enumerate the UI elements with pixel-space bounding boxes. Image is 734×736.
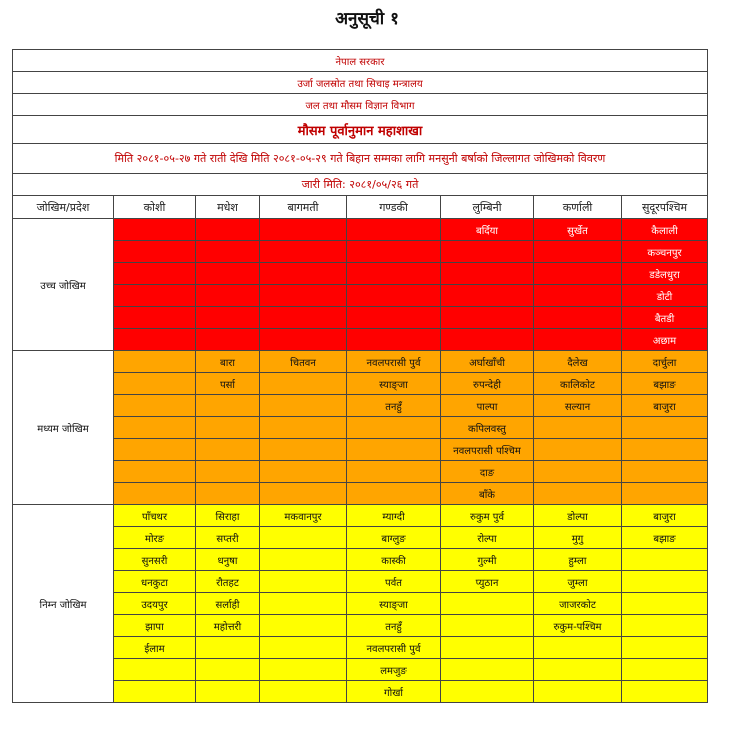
column-header: कोशी: [114, 196, 196, 219]
district-cell: चितवन: [260, 351, 347, 373]
district-cell: पर्सा: [196, 373, 260, 395]
district-cell: [622, 593, 708, 615]
district-cell: बाजुरा: [622, 395, 708, 417]
table-row: [13, 681, 708, 703]
district-cell: सुर्खेत: [534, 219, 622, 241]
district-cell: [196, 307, 260, 329]
district-cell: बाजुरा: [622, 505, 708, 527]
district-cell: [260, 241, 347, 263]
table-row: [13, 417, 708, 439]
table-row: [13, 285, 708, 307]
district-cell: [260, 395, 347, 417]
district-cell: दाङ: [441, 461, 534, 483]
risk-level-label: उच्च जोखिम: [13, 219, 114, 351]
risk-table: [12, 49, 708, 703]
district-cell: [347, 439, 441, 461]
district-cell: रुकुम-पश्चिम: [534, 615, 622, 637]
district-cell: मुगु: [534, 527, 622, 549]
district-cell: [534, 417, 622, 439]
district-cell: [622, 483, 708, 505]
district-cell: [534, 637, 622, 659]
district-cell: महोत्तरी: [196, 615, 260, 637]
column-header: कर्णाली: [534, 196, 622, 219]
district-cell: नवलपरासी पुर्व: [347, 637, 441, 659]
district-cell: [347, 483, 441, 505]
district-cell: कास्की: [347, 549, 441, 571]
district-cell: सुनसरी: [114, 549, 196, 571]
district-cell: [534, 659, 622, 681]
district-cell: बझाङ: [622, 373, 708, 395]
district-cell: प्युठान: [441, 571, 534, 593]
district-cell: [347, 241, 441, 263]
district-cell: [441, 659, 534, 681]
district-cell: [441, 681, 534, 703]
table-row: [13, 263, 708, 285]
district-cell: [347, 285, 441, 307]
district-cell: डोल्पा: [534, 505, 622, 527]
district-cell: [441, 285, 534, 307]
district-cell: [114, 329, 196, 351]
district-cell: [347, 219, 441, 241]
district-cell: [196, 219, 260, 241]
table-row: [13, 483, 708, 505]
district-cell: [260, 549, 347, 571]
district-cell: झापा: [114, 615, 196, 637]
district-cell: [196, 285, 260, 307]
table-row: [13, 373, 708, 395]
division-name: मौसम पूर्वानुमान महाशाखा: [13, 116, 708, 144]
district-cell: [534, 263, 622, 285]
district-cell: नवलपरासी पश्चिम: [441, 439, 534, 461]
district-cell: [441, 329, 534, 351]
table-row: [13, 505, 708, 527]
district-cell: [622, 439, 708, 461]
district-cell: [114, 461, 196, 483]
district-cell: [260, 285, 347, 307]
column-header: गण्डकी: [347, 196, 441, 219]
district-cell: पर्वत: [347, 571, 441, 593]
risk-level-label: मध्यम जोखिम: [13, 351, 114, 505]
table-row: [13, 637, 708, 659]
district-cell: [534, 439, 622, 461]
district-cell: कपिलवस्तु: [441, 417, 534, 439]
district-cell: जाजरकोट: [534, 593, 622, 615]
district-cell: रोल्पा: [441, 527, 534, 549]
district-cell: [260, 307, 347, 329]
district-cell: [534, 681, 622, 703]
district-cell: [196, 483, 260, 505]
column-header: बागमती: [260, 196, 347, 219]
district-cell: धनकुटा: [114, 571, 196, 593]
table-row: [13, 571, 708, 593]
district-cell: [622, 659, 708, 681]
district-cell: [441, 615, 534, 637]
district-cell: बाँके: [441, 483, 534, 505]
district-cell: [260, 219, 347, 241]
document-title: अनुसूची १: [335, 9, 399, 29]
district-cell: ईलाम: [114, 637, 196, 659]
ministry-name: उर्जा जलस्रोत तथा सिचाइ मन्त्रालय: [13, 72, 708, 94]
district-cell: [347, 263, 441, 285]
district-cell: सल्यान: [534, 395, 622, 417]
district-cell: तनहुँ: [347, 615, 441, 637]
district-cell: [114, 219, 196, 241]
district-cell: [534, 461, 622, 483]
district-cell: रुकुम पुर्व: [441, 505, 534, 527]
district-cell: रुपन्देही: [441, 373, 534, 395]
district-cell: [114, 285, 196, 307]
district-cell: [260, 659, 347, 681]
district-cell: [114, 483, 196, 505]
district-cell: [260, 615, 347, 637]
district-cell: [622, 461, 708, 483]
district-cell: हुम्ला: [534, 549, 622, 571]
district-cell: [622, 637, 708, 659]
department-name: जल तथा मौसम विज्ञान विभाग: [13, 94, 708, 116]
table-row: [13, 329, 708, 351]
column-header-row: [13, 196, 708, 219]
district-cell: रौतहट: [196, 571, 260, 593]
district-cell: [260, 461, 347, 483]
district-cell: मोरङ: [114, 527, 196, 549]
district-cell: [347, 307, 441, 329]
district-cell: [260, 527, 347, 549]
district-cell: [196, 417, 260, 439]
district-cell: धनुषा: [196, 549, 260, 571]
district-cell: डडेलधुरा: [622, 263, 708, 285]
district-cell: [196, 461, 260, 483]
district-cell: दार्चुला: [622, 351, 708, 373]
district-cell: कालिकोट: [534, 373, 622, 395]
district-cell: स्याङ्जा: [347, 373, 441, 395]
district-cell: अर्घाखाँची: [441, 351, 534, 373]
table-row: [13, 461, 708, 483]
district-cell: बारा: [196, 351, 260, 373]
district-cell: [622, 417, 708, 439]
district-cell: जुम्ला: [534, 571, 622, 593]
column-header: सुदूरपश्चिम: [622, 196, 708, 219]
district-cell: [196, 241, 260, 263]
district-cell: [441, 241, 534, 263]
risk-level-label: निम्न जोखिम: [13, 505, 114, 703]
district-cell: [260, 571, 347, 593]
district-cell: [196, 659, 260, 681]
issue-date: जारी मिति: २०८१/०५/२६ गते: [13, 174, 708, 196]
district-cell: [260, 417, 347, 439]
table-row: [13, 351, 708, 373]
district-cell: [114, 373, 196, 395]
district-cell: [622, 615, 708, 637]
district-cell: तनहुँ: [347, 395, 441, 417]
district-cell: [441, 637, 534, 659]
district-cell: पाँचथर: [114, 505, 196, 527]
report-subject: मिति २०८१-०५-२७ गते राती देखि मिति २०८१-०५-२९ गते बिहान सम्मका लागि मनसुनी बर्षाको जिल्लागत जोखिमको विवरण: [13, 144, 708, 174]
district-cell: [114, 351, 196, 373]
district-cell: अछाम: [622, 329, 708, 351]
district-cell: [260, 329, 347, 351]
district-cell: उदयपुर: [114, 593, 196, 615]
table-row: [13, 615, 708, 637]
district-cell: [114, 659, 196, 681]
district-cell: [441, 263, 534, 285]
district-cell: सर्लाही: [196, 593, 260, 615]
table-row: [13, 241, 708, 263]
district-cell: [347, 461, 441, 483]
district-cell: [622, 681, 708, 703]
district-cell: [260, 263, 347, 285]
table-row: [13, 593, 708, 615]
district-cell: स्याङ्जा: [347, 593, 441, 615]
district-cell: [534, 329, 622, 351]
table-row: [13, 549, 708, 571]
column-header: जोखिम/प्रदेश: [13, 196, 114, 219]
district-cell: [114, 439, 196, 461]
district-cell: गुल्मी: [441, 549, 534, 571]
district-cell: डोटी: [622, 285, 708, 307]
district-cell: नवलपरासी पुर्व: [347, 351, 441, 373]
table-row: [13, 395, 708, 417]
district-cell: म्याग्दी: [347, 505, 441, 527]
district-cell: [534, 285, 622, 307]
table-row: [13, 439, 708, 461]
column-header: लुम्बिनी: [441, 196, 534, 219]
district-cell: बर्दिया: [441, 219, 534, 241]
district-cell: गोर्खा: [347, 681, 441, 703]
district-cell: [114, 241, 196, 263]
government-name: नेपाल सरकार: [13, 50, 708, 72]
district-cell: कञ्चनपुर: [622, 241, 708, 263]
district-cell: [441, 307, 534, 329]
district-cell: [114, 263, 196, 285]
district-cell: [622, 549, 708, 571]
table-row: [13, 307, 708, 329]
district-cell: [260, 373, 347, 395]
column-header: मधेश: [196, 196, 260, 219]
district-cell: [347, 329, 441, 351]
district-cell: मकवानपुर: [260, 505, 347, 527]
district-cell: बैतडी: [622, 307, 708, 329]
district-cell: [534, 483, 622, 505]
district-cell: [534, 241, 622, 263]
district-cell: [347, 417, 441, 439]
district-cell: बाग्लुङ: [347, 527, 441, 549]
district-cell: [260, 439, 347, 461]
district-cell: बझाङ: [622, 527, 708, 549]
district-cell: [196, 263, 260, 285]
district-cell: कैलाली: [622, 219, 708, 241]
district-cell: [260, 593, 347, 615]
district-cell: [196, 439, 260, 461]
district-cell: [534, 307, 622, 329]
district-cell: [260, 637, 347, 659]
table-row: [13, 527, 708, 549]
district-cell: [441, 593, 534, 615]
district-cell: सिराहा: [196, 505, 260, 527]
district-cell: [622, 571, 708, 593]
district-cell: सप्तरी: [196, 527, 260, 549]
district-cell: [114, 417, 196, 439]
table-row: [13, 219, 708, 241]
district-cell: [196, 329, 260, 351]
district-cell: [196, 637, 260, 659]
district-cell: पाल्पा: [441, 395, 534, 417]
district-cell: [260, 681, 347, 703]
district-cell: दैलेख: [534, 351, 622, 373]
district-cell: लमजुङ: [347, 659, 441, 681]
district-cell: [196, 681, 260, 703]
district-cell: [196, 395, 260, 417]
table-row: [13, 659, 708, 681]
district-cell: [114, 395, 196, 417]
district-cell: [114, 681, 196, 703]
district-cell: [260, 483, 347, 505]
district-cell: [114, 307, 196, 329]
